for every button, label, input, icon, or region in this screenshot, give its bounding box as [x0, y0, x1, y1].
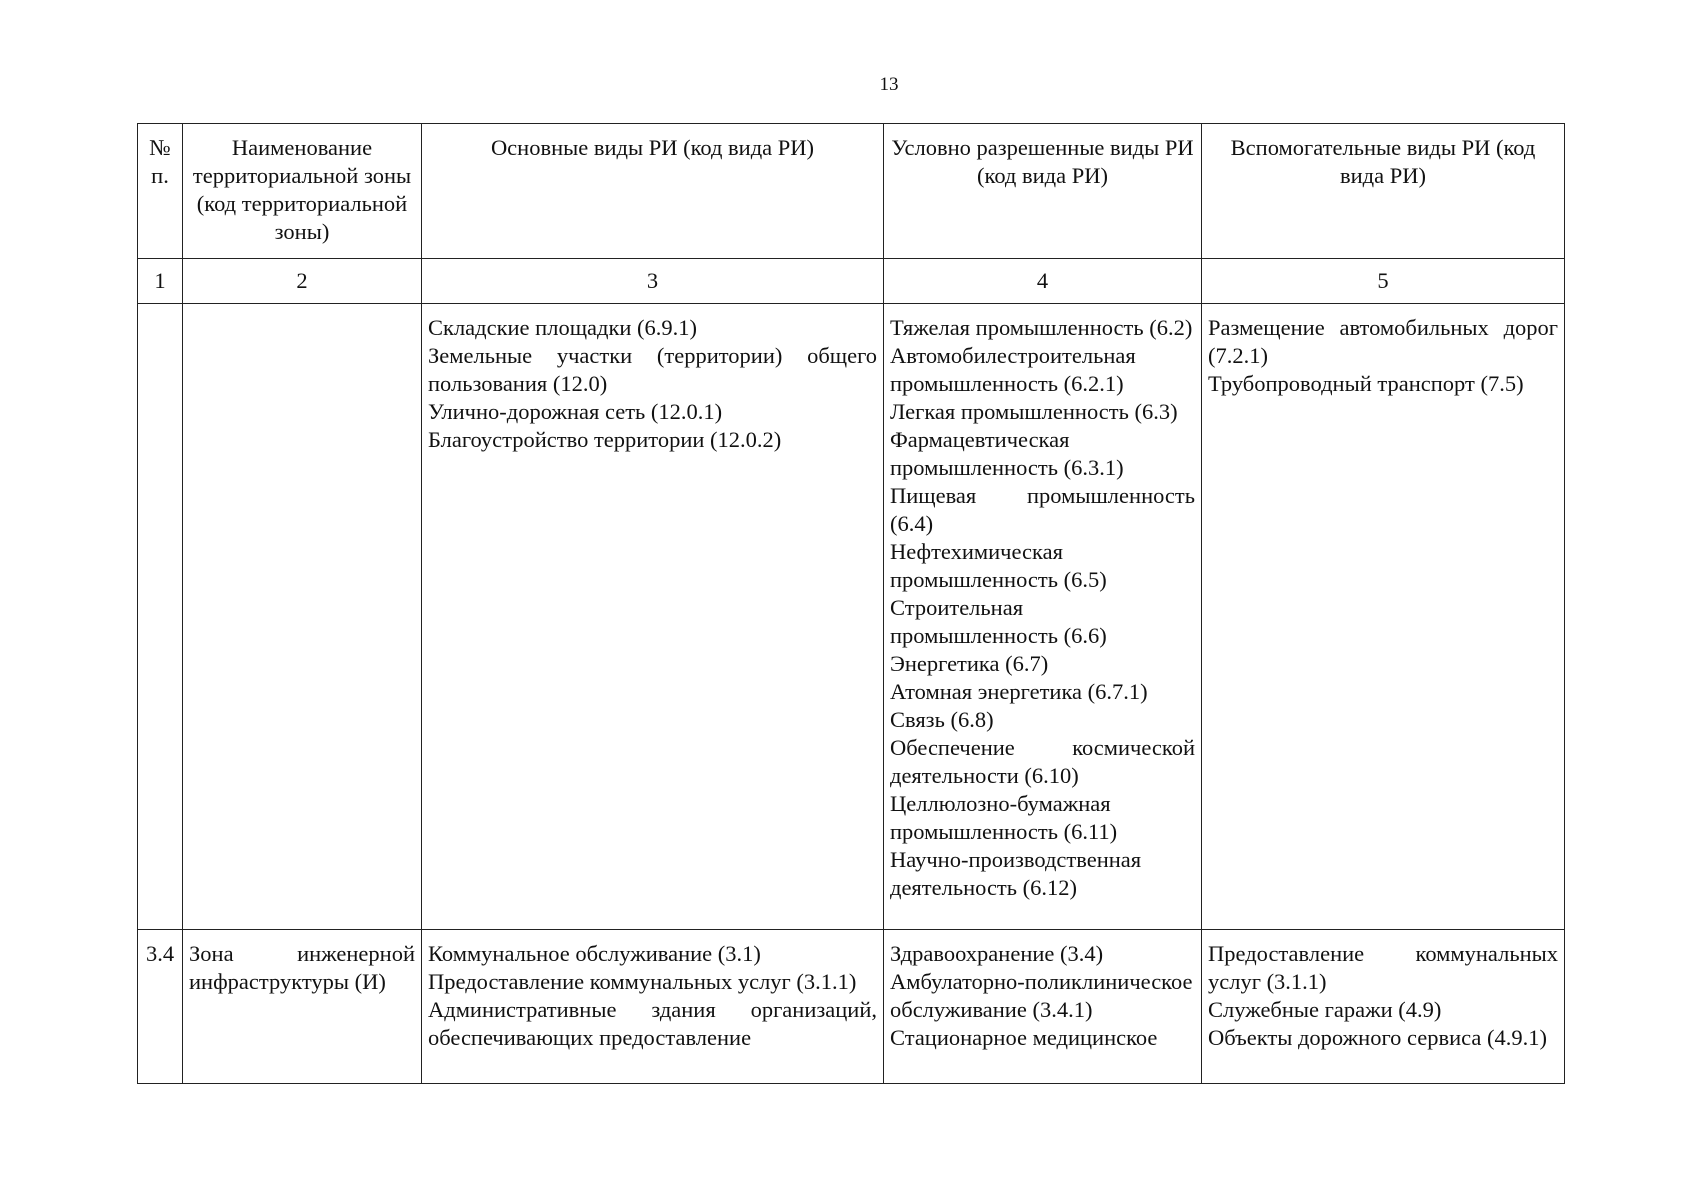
conditional-type-item: Энергетика (6.7): [890, 651, 1049, 676]
zone-name-cell: Зона инженерной инфраструктуры (И): [183, 930, 422, 1084]
conditional-type-item: Нефтехимическая промышленность (6.5): [890, 539, 1107, 592]
conditional-type-item: Стационарное медицинское: [890, 1025, 1158, 1050]
conditional-type-item: Обеспечение космической деятельности (6.10): [890, 735, 1195, 788]
header-auxiliary-types: Вспомогательные виды РИ (код вида РИ): [1202, 124, 1565, 259]
auxiliary-type-item: Размещение автомобильных дорог (7.2.1): [1208, 315, 1558, 368]
auxiliary-type-item: Предоставление коммунальных услуг (3.1.1): [1208, 941, 1558, 994]
table-row: [138, 930, 1565, 1084]
zones-table: [137, 123, 1565, 1084]
conditional-type-item: Строительная промышленность (6.6): [890, 595, 1107, 648]
conditional-type-item: Легкая промышленность (6.3): [890, 399, 1178, 424]
conditional-type-item: Связь (6.8): [890, 707, 994, 732]
column-number: 5: [1202, 259, 1565, 304]
conditional-type-item: Пищевая промышленность (6.4): [890, 483, 1195, 536]
column-number: 1: [138, 259, 183, 304]
main-types-cell: [422, 304, 884, 930]
auxiliary-types-cell: [1202, 304, 1565, 930]
conditional-type-item: Автомобилестроительная промышленность (6.2.1): [890, 343, 1136, 396]
header-zone-name: Наименование территориальной зоны (код территориальной зоны): [183, 124, 422, 259]
conditional-type-item: Тяжелая промышленность (6.2): [890, 315, 1193, 340]
conditional-type-item: Научно-производственная деятельность (6.12): [890, 847, 1142, 900]
conditional-type-item: Здравоохранение (3.4): [890, 941, 1104, 966]
column-number: 4: [884, 259, 1202, 304]
main-type-item: Благоустройство территории (12.0.2): [428, 427, 782, 452]
table-header-row: [138, 124, 1565, 259]
conditional-type-item: Целлюлозно-бумажная промышленность (6.11): [890, 791, 1118, 844]
auxiliary-type-item: Трубопроводный транспорт (7.5): [1208, 371, 1524, 396]
main-type-item: Улично-дорожная сеть (12.0.1): [428, 399, 723, 424]
main-type-item: Административные здания организаций, обеспечивающих предоставление: [428, 997, 877, 1050]
zone-name-cell: [183, 304, 422, 930]
conditional-type-item: Фармацевтическая промышленность (6.3.1): [890, 427, 1124, 480]
main-type-item: Складские площадки (6.9.1): [428, 315, 698, 340]
main-type-item: Коммунальное обслуживание (3.1): [428, 941, 761, 966]
column-number: 3: [422, 259, 884, 304]
main-types-cell: [422, 930, 884, 1084]
conditional-type-item: Атомная энергетика (6.7.1): [890, 679, 1148, 704]
column-numbers-row: [138, 259, 1565, 304]
conditional-types-cell: [884, 930, 1202, 1084]
main-type-item: Предоставление коммунальных услуг (3.1.1): [428, 969, 857, 994]
header-number: № п.: [138, 124, 183, 259]
conditional-types-cell: [884, 304, 1202, 930]
auxiliary-types-cell: [1202, 930, 1565, 1084]
table-row: [138, 304, 1565, 930]
row-number-cell: [138, 304, 183, 930]
row-number-cell: 3.4: [138, 930, 183, 1084]
auxiliary-type-item: Служебные гаражи (4.9): [1208, 997, 1442, 1022]
auxiliary-type-item: Объекты дорожного сервиса (4.9.1): [1208, 1025, 1548, 1050]
page-number: 13: [879, 74, 899, 95]
column-number: 2: [183, 259, 422, 304]
header-main-types: Основные виды РИ (код вида РИ): [422, 124, 884, 259]
conditional-type-item: Амбулаторно-поликлиническое обслуживание (3.4.1): [890, 969, 1193, 1022]
main-type-item: Земельные участки (территории) общего пользования (12.0): [428, 343, 877, 396]
header-conditional-types: Условно разрешенные виды РИ (код вида РИ): [884, 124, 1202, 259]
